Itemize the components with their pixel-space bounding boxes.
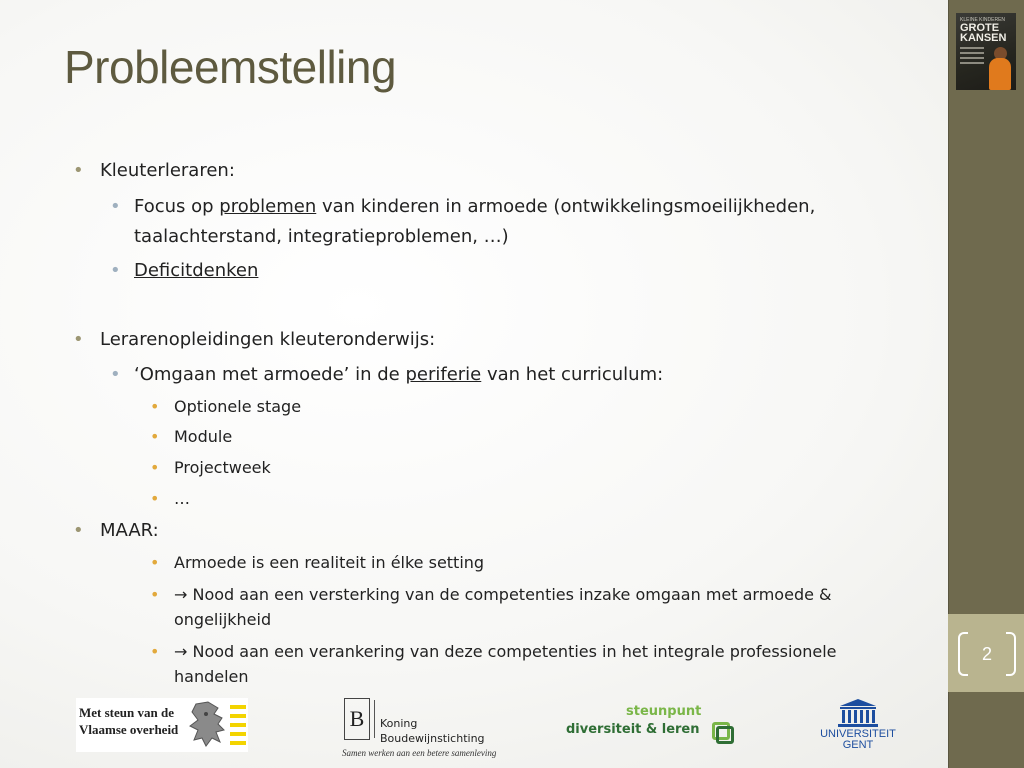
bullet-text: Focus op problemen van kinderen in armoede (ontwikkelingsmoeilijkheden, [134,196,816,217]
bullet-dot-icon: • [73,329,84,350]
bullet-dot-icon: • [110,196,121,217]
underlined-term-periferie: periferie [405,364,482,385]
steunpunt-label: steunpunt [626,704,702,719]
bullet-dot-icon: • [73,160,84,181]
bullet-dot-icon: • [150,397,160,416]
underlined-term-deficitdenken: Deficitdenken [134,260,259,281]
bullet-dot-icon: • [110,260,121,281]
sponsor-logos [0,692,948,768]
koning-name: Koning Boudewijnstichting [380,717,485,745]
arrow-right-icon: → [174,585,188,604]
ugent-line2: GENT [842,739,874,751]
bullet-text: ‘Omgaan met armoede’ in de periferie van het curriculum: [134,364,664,385]
ugent-line1: UNIVERSITEIT [820,728,896,740]
bullet-text: Lerarenopleidingen kleuteronderwijs: [100,329,436,350]
flemish-yellow-bars [230,705,246,750]
bullet-text: Kleuterleraren: [100,160,235,181]
page-number: 2 [981,644,992,664]
koning-divider [374,700,375,738]
book-cover-thumbnail [956,13,1016,90]
underlined-term-problemen: problemen [219,196,317,217]
page-number-box [958,632,1016,676]
steunpunt-subtitle: diversiteit & leren [566,722,700,737]
bullet-dot-icon: • [150,553,160,572]
logo-steunpunt-diversiteit [564,704,744,752]
cover-title: GROTE KANSEN [960,22,1007,44]
bullet-dot-icon: • [150,458,160,477]
arrow-right-icon: → [174,642,188,661]
bullet-dot-icon: • [150,642,160,661]
bullet-text: Optionele stage [174,397,302,416]
steunpunt-square-icon [716,726,734,744]
bullet-dot-icon: • [150,427,160,446]
flemish-lion-icon [188,700,230,750]
bullet-continuation: handelen [174,667,249,686]
bullet-text: Projectweek [174,458,271,477]
bullet-continuation: ongelijkheid [174,610,272,629]
cover-small-text: KLEINE KINDEREN [960,17,1006,23]
bullet-dot-icon: • [110,364,121,385]
bullet-text: … [174,489,190,508]
bullet-dot-icon: • [73,520,84,541]
slide-title: Probleemstelling [64,41,397,93]
bullet-continuation: taalachterstand, integratieproblemen, …) [134,226,509,247]
koning-tagline: Samen werken aan een betere samenleving [342,748,497,758]
bullet-text: → Nood aan een verankering van deze competenties in het integrale professionele [174,642,837,661]
bullet-text: Module [174,427,233,446]
cover-child-body [989,58,1011,90]
cover-text-lines [960,47,984,67]
koning-b-emblem: B [344,698,370,740]
logo-universiteit-gent [818,698,898,754]
logo-vlaamse-overheid [76,698,248,752]
bullet-text: → Nood aan een versterking van de competenties inzake omgaan met armoede & [174,585,832,604]
vlaams-text: Met steun van de Vlaamse overheid [79,705,179,737]
ugent-building-icon [818,698,898,728]
bullet-dot-icon: • [150,585,160,604]
bullet-text: Armoede is een realiteit in élke setting [174,553,485,572]
logo-koning-boudewijnstichting [340,696,500,762]
bullet-text: MAAR: [100,520,159,541]
bullet-dot-icon: • [150,489,160,508]
